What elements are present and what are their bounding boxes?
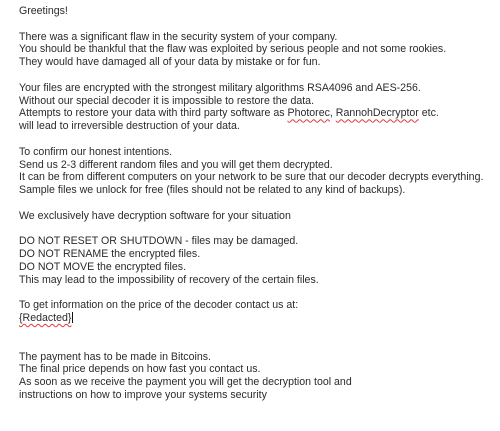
text-cursor xyxy=(72,312,73,323)
blank-line xyxy=(19,325,500,338)
warning-line: DO NOT RENAME the encrypted files. xyxy=(19,248,201,261)
greeting-line: Greetings! xyxy=(19,5,68,17)
text-line: They would have damaged all of your data by mistake or for fun. xyxy=(19,56,321,69)
blank-line xyxy=(19,69,500,82)
warning-line: DO NOT MOVE the encrypted files. xyxy=(19,260,187,273)
text-fragment: Attempts to restore your data with third party software as xyxy=(19,107,288,120)
text-fragment: , xyxy=(329,107,336,120)
redacted-contact: {Redacted} xyxy=(19,312,72,325)
misspelled-word-rannohdecryptor: RannohDecryptor xyxy=(335,107,419,120)
text-line: The payment has to be made in Bitcoins. xyxy=(19,350,211,363)
contact-line[interactable] xyxy=(19,312,500,325)
misspelled-word-photorec: Photorec xyxy=(287,107,330,120)
blank-line xyxy=(19,223,500,236)
blank-line xyxy=(19,18,500,31)
text-line: We exclusively have decryption software for your situation xyxy=(19,209,291,222)
blank-line xyxy=(19,287,500,300)
text-line: The final price depends on how fast you contact us. xyxy=(19,363,261,376)
text-line: There was a significant flaw in the security system of your company. xyxy=(19,30,338,43)
text-line: Your files are encrypted with the strongest military algorithms RSA4096 and AES-256. xyxy=(19,81,421,94)
text-line: instructions on how to improve your systems security xyxy=(19,388,267,401)
text-line: will lead to irreversible destruction of your data. xyxy=(19,120,240,133)
text-line: It can be from different computers on your network to be sure that our decoder decrypts everything. xyxy=(19,171,484,184)
text-line: To confirm our honest intentions. xyxy=(19,145,173,158)
blank-line xyxy=(19,338,500,351)
text-line: This may lead to the impossibility of recovery of the certain files. xyxy=(19,273,319,286)
warning-line: DO NOT RESET OR SHUTDOWN - files may be damaged. xyxy=(19,235,299,248)
text-line: Send us 2-3 different random files and you will get them decrypted. xyxy=(19,158,333,171)
text-line xyxy=(19,107,500,120)
text-line: Sample files we unlock for free (files should not be related to any kind of backups). xyxy=(19,184,406,197)
blank-line xyxy=(19,133,500,146)
text-line: To get information on the price of the decoder contact us at: xyxy=(19,299,299,312)
text-line: Without our special decoder it is impossible to restore the data. xyxy=(19,94,315,107)
text-line: You should be thankful that the flaw was exploited by serious people and not some rookies. xyxy=(19,43,447,56)
blank-line xyxy=(19,197,500,210)
text-line: As soon as we receive the payment you will get the decryption tool and xyxy=(19,376,352,389)
text-fragment: etc. xyxy=(418,107,439,120)
